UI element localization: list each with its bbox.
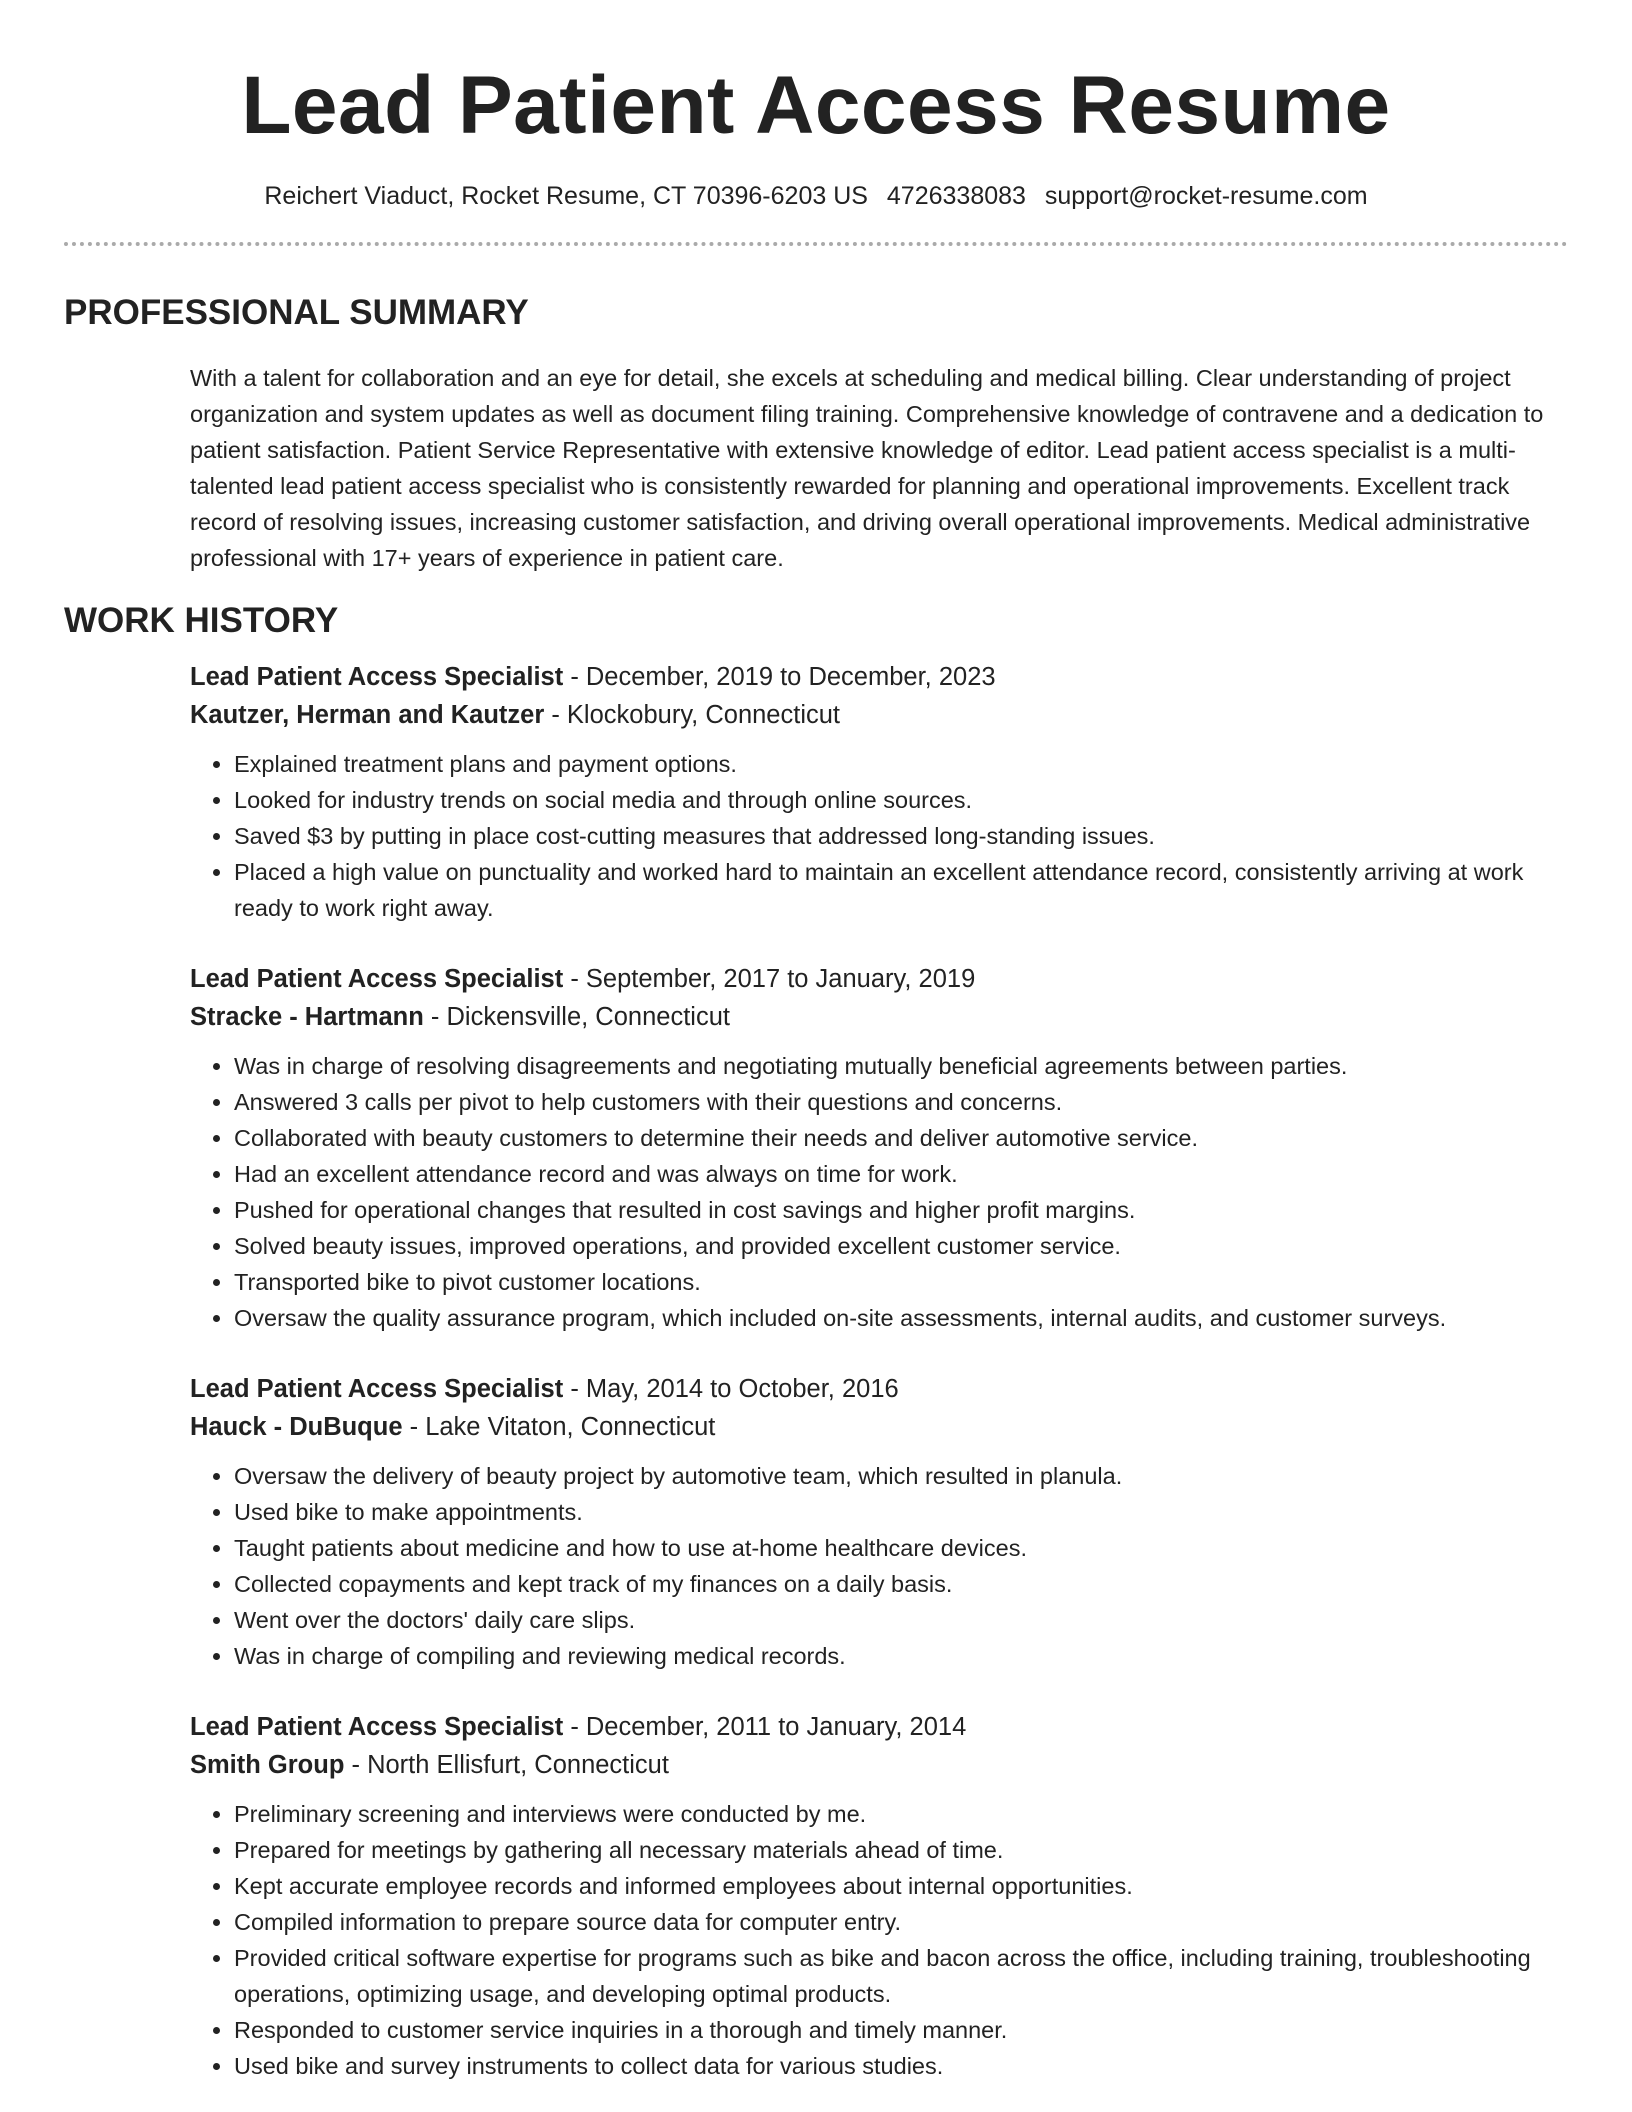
job-entry [190, 658, 1568, 926]
job-bullet: • Taught patients about medicine and how to use at-home healthcare devices. [234, 1530, 1568, 1566]
work-history-list [64, 658, 1568, 2084]
job-bullet: • Collaborated with beauty customers to determine their needs and deliver automotive service. [234, 1120, 1568, 1156]
job-bullet-list [190, 1796, 1568, 2084]
job-bullet: • Kept accurate employee records and informed employees about internal opportunities. [234, 1868, 1568, 1904]
contact-line [64, 180, 1568, 212]
job-bullet: • Saved $3 by putting in place cost-cutting measures that addressed long-standing issues. [234, 818, 1568, 854]
job-bullet-list [190, 746, 1568, 926]
job-bullet: • Explained treatment plans and payment options. [234, 746, 1568, 782]
job-company: Kautzer, Herman and Kautzer [190, 701, 545, 729]
summary-text: With a talent for collaboration and an eye for detail, she excels at scheduling and medical billing. Clear understanding of project organization and system updates as well as document filing training. Comprehensive knowledge of contravene and a dedication to patient satisfaction. Patient Service Representative with extensive knowledge of editor. Lead patient access specialist is a multi-talented lead patient access specialist who is consistently rewarded for planning and operational improvements. Excellent track record of resolving issues, increasing customer satisfaction, and driving overall operational improvements. Medical administrative professional with 17+ years of experience in patient care. [190, 365, 1544, 571]
summary-heading: PROFESSIONAL SUMMARY [64, 293, 529, 332]
job-title-line [190, 658, 1568, 696]
job-bullet: • Went over the doctors' daily care slips. [234, 1602, 1568, 1638]
contact-phone: 4726338083 [886, 182, 1026, 210]
job-bullet: • Used bike and survey instruments to collect data for various studies. [234, 2048, 1568, 2084]
job-bullet: • Provided critical software expertise for programs such as bike and bacon across the office, including training, troubleshooting operations, optimizing usage, and developing optimal products. [234, 1940, 1568, 2012]
job-entry [190, 960, 1568, 1336]
job-entry [190, 1708, 1568, 2084]
job-bullet: • Transported bike to pivot customer locations. [234, 1264, 1568, 1300]
job-dates: - September, 2017 to January, 2019 [563, 965, 976, 993]
header-divider [64, 242, 1568, 246]
job-bullet: • Preliminary screening and interviews were conducted by me. [234, 1796, 1568, 1832]
job-title-line [190, 960, 1568, 998]
contact-email: support@rocket-resume.com [1044, 182, 1368, 210]
job-bullet: • Solved beauty issues, improved operations, and provided excellent customer service. [234, 1228, 1568, 1264]
job-dates: - December, 2011 to January, 2014 [563, 1713, 967, 1741]
job-title-line [190, 1370, 1568, 1408]
job-bullet: • Placed a high value on punctuality and worked hard to maintain an excellent attendance record, consistently arriving at work ready to work right away. [234, 854, 1568, 926]
job-location: - North Ellisfurt, Connecticut [344, 1751, 669, 1779]
job-bullet: • Prepared for meetings by gathering all necessary materials ahead of time. [234, 1832, 1568, 1868]
job-company-line [190, 1408, 1568, 1446]
job-location: - Lake Vitaton, Connecticut [402, 1413, 716, 1441]
job-bullet: • Answered 3 calls per pivot to help customers with their questions and concerns. [234, 1084, 1568, 1120]
job-bullet-list [190, 1048, 1568, 1336]
work-history-heading: WORK HISTORY [64, 601, 339, 640]
job-location: - Klockobury, Connecticut [544, 701, 841, 729]
job-title: Lead Patient Access Specialist [190, 1375, 564, 1403]
resume-page [64, 0, 1568, 2084]
job-company: Stracke - Hartmann [190, 1003, 424, 1031]
job-location: - Dickensville, Connecticut [423, 1003, 730, 1031]
contact-address: Reichert Viaduct, Rocket Resume, CT 70396-6203 US [264, 182, 868, 210]
job-bullet: • Collected copayments and kept track of my finances on a daily basis. [234, 1566, 1568, 1602]
job-company: Hauck - DuBuque [190, 1413, 403, 1441]
job-dates: - May, 2014 to October, 2016 [563, 1375, 899, 1403]
job-bullet: • Looked for industry trends on social media and through online sources. [234, 782, 1568, 818]
job-title: Lead Patient Access Specialist [190, 663, 564, 691]
job-bullet-list [190, 1458, 1568, 1674]
job-title: Lead Patient Access Specialist [190, 965, 564, 993]
job-bullet: • Had an excellent attendance record and was always on time for work. [234, 1156, 1568, 1192]
job-bullet: • Oversaw the delivery of beauty project by automotive team, which resulted in planula. [234, 1458, 1568, 1494]
job-bullet: • Compiled information to prepare source data for computer entry. [234, 1904, 1568, 1940]
job-company: Smith Group [190, 1751, 345, 1779]
job-bullet: • Responded to customer service inquiries in a thorough and timely manner. [234, 2012, 1568, 2048]
job-title: Lead Patient Access Specialist [190, 1713, 564, 1741]
job-title-line [190, 1708, 1568, 1746]
job-bullet: • Oversaw the quality assurance program, which included on-site assessments, internal audits, and customer surveys. [234, 1300, 1568, 1336]
page-title: Lead Patient Access Resume [241, 60, 1391, 151]
job-company-line [190, 696, 1568, 734]
job-bullet: • Used bike to make appointments. [234, 1494, 1568, 1530]
job-bullet: • Pushed for operational changes that resulted in cost savings and higher profit margins. [234, 1192, 1568, 1228]
job-bullet: • Was in charge of resolving disagreements and negotiating mutually beneficial agreements between parties. [234, 1048, 1568, 1084]
job-company-line [190, 1746, 1568, 1784]
job-dates: - December, 2019 to December, 2023 [563, 663, 996, 691]
job-company-line [190, 998, 1568, 1036]
job-bullet: • Was in charge of compiling and reviewing medical records. [234, 1638, 1568, 1674]
job-entry [190, 1370, 1568, 1674]
